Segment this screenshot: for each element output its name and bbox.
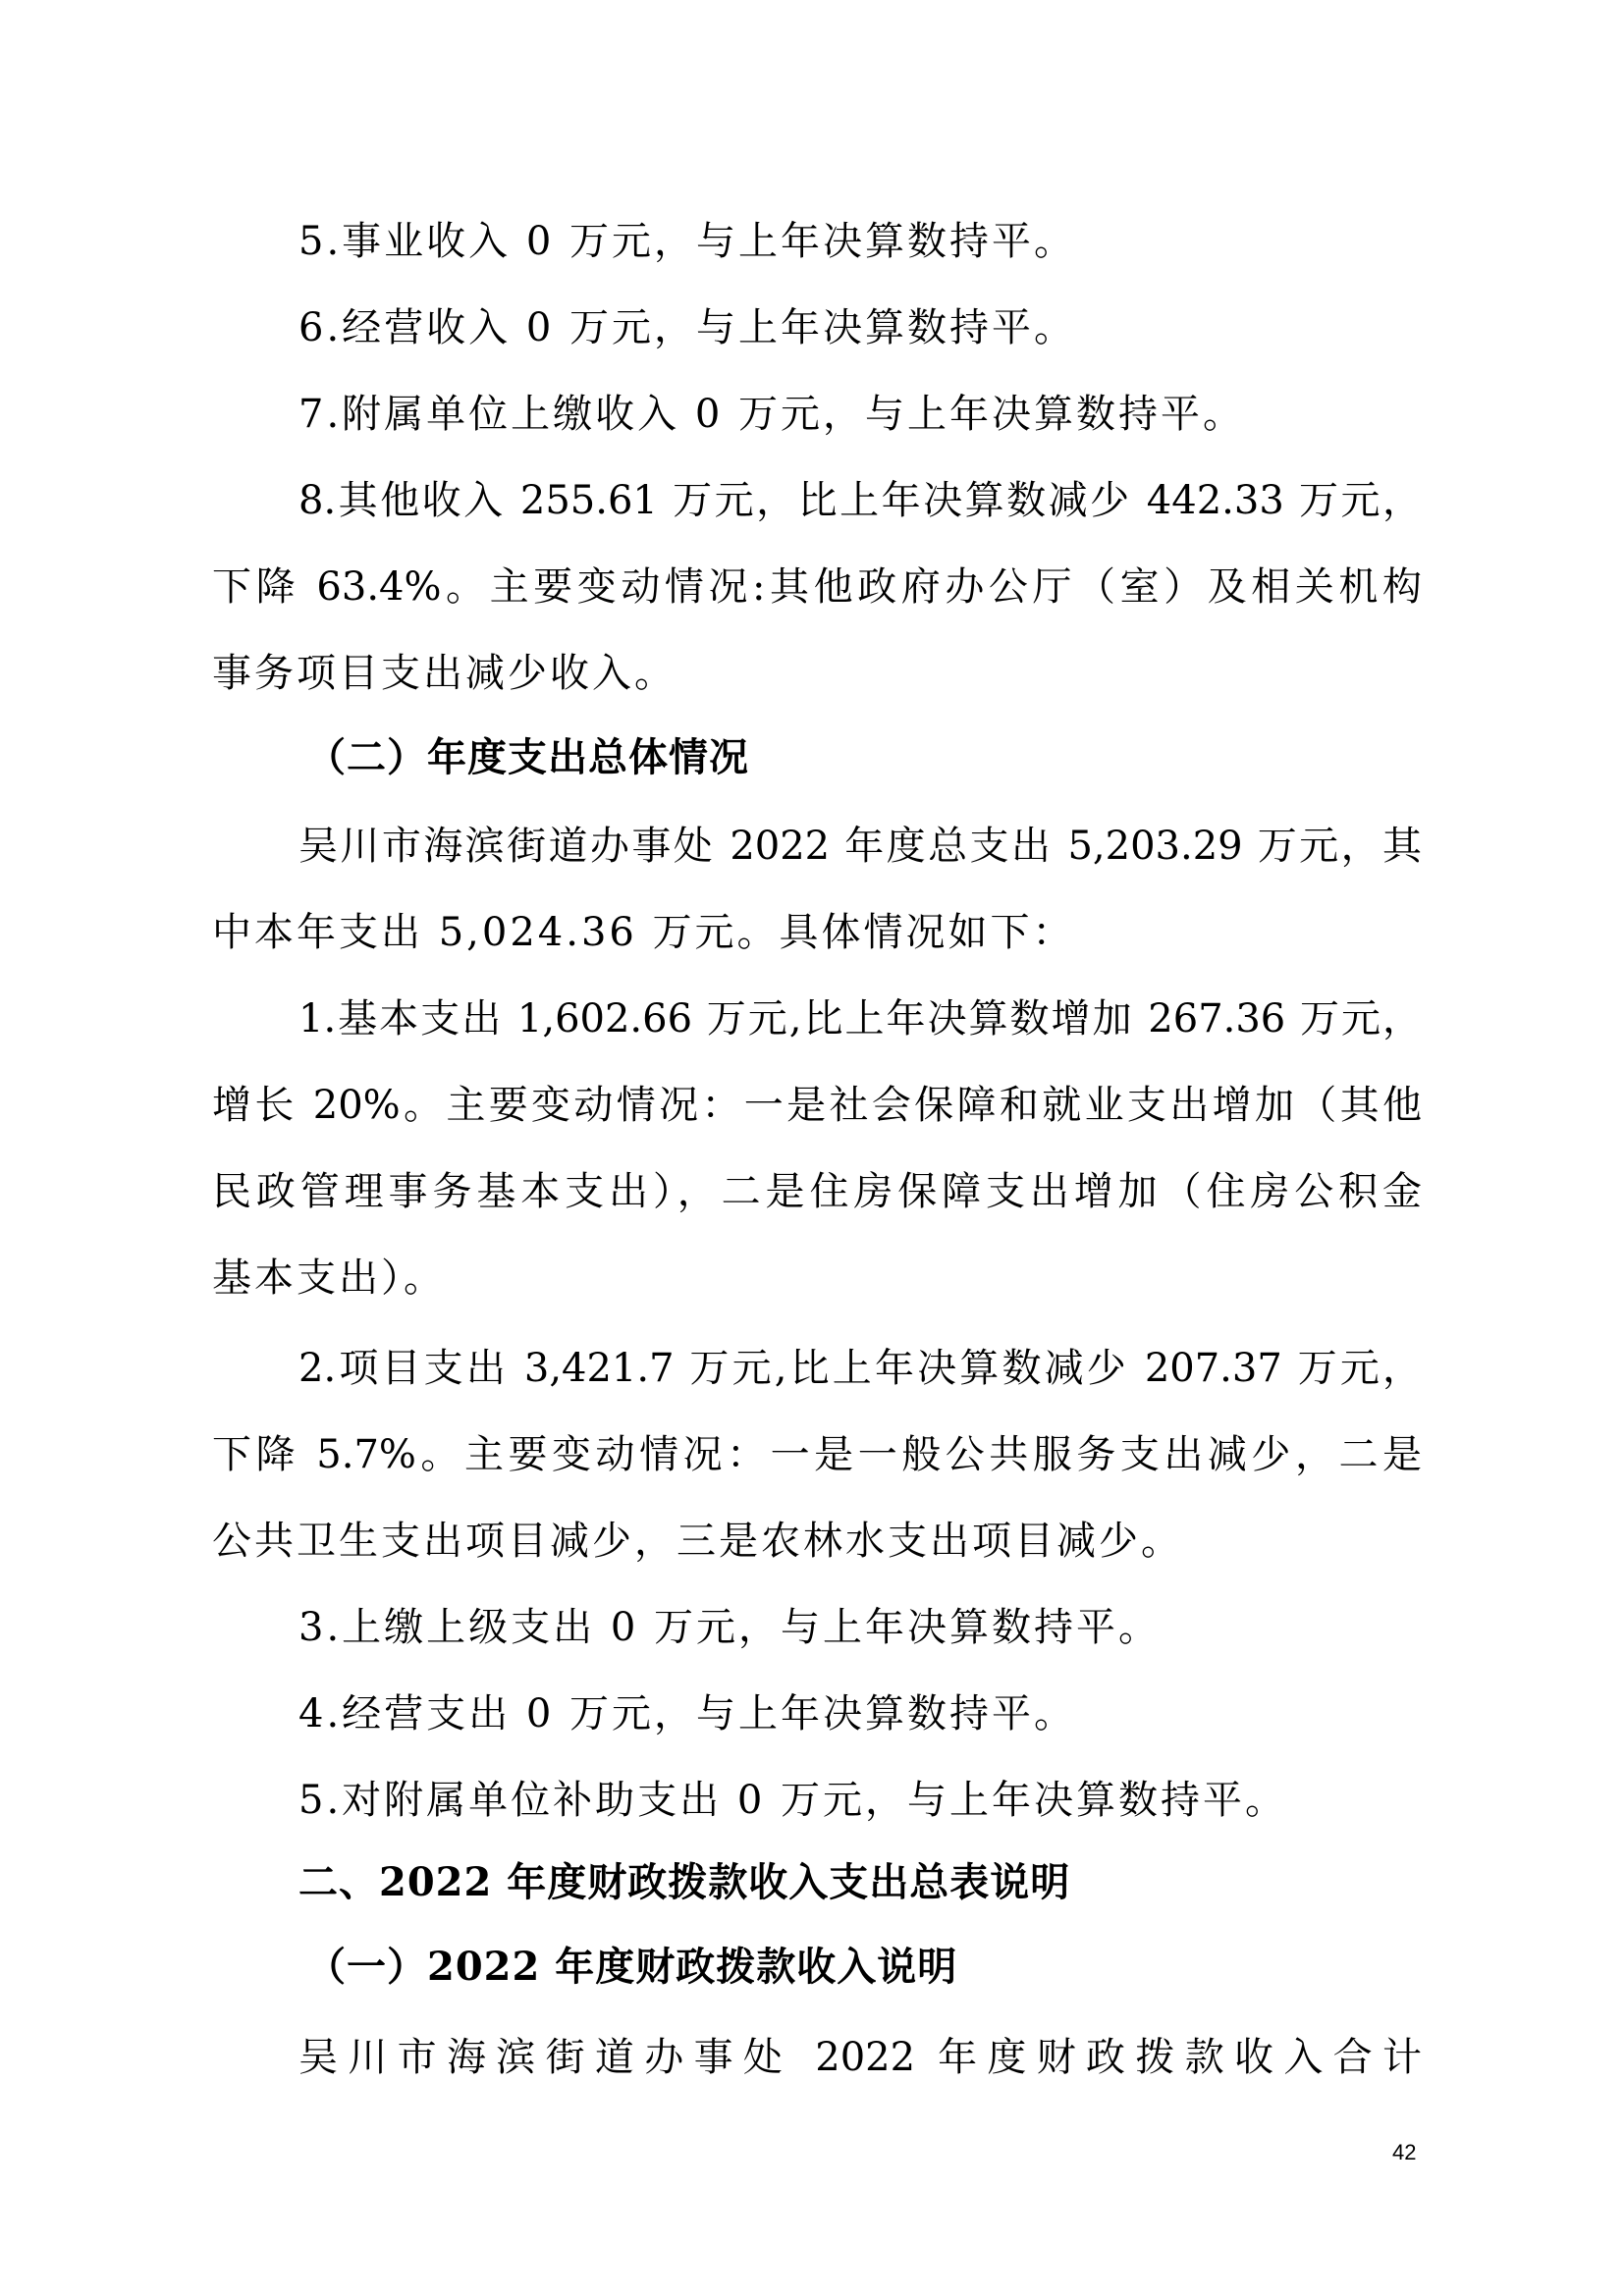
expenditure-item-affiliated-subsidy: 5.对附属单位补助支出 0 万元，与上年决算数持平。 xyxy=(298,1778,1288,1823)
income-item-affiliated: 7.附属单位上缴收入 0 万元，与上年决算数持平。 xyxy=(298,392,1246,437)
expenditure-item-upper-level: 3.上缴上级支出 0 万元，与上年决算数持平。 xyxy=(298,1605,1162,1650)
other-income-line2: 下降 63.4%。主要变动情况:其他政府办公厅（室）及相关机构 xyxy=(212,564,1422,610)
expenditure-intro-line2: 中本年支出 5,024.36 万元。具体情况如下： xyxy=(212,910,1075,955)
other-income-line1: 8.其他收入 255.61 万元，比上年决算数减少 442.33 万元， xyxy=(298,478,1422,523)
expenditure-item-operating: 4.经营支出 0 万元，与上年决算数持平。 xyxy=(298,1691,1077,1736)
expenditure-intro-line1: 吴川市海滨街道办事处 2022 年度总支出 5,203.29 万元，其 xyxy=(298,824,1422,869)
fiscal-intro-line1: 吴川市海滨街道办事处 2022 年度财政拨款收入合计 xyxy=(298,2035,1422,2080)
basic-expenditure-line3: 民政管理事务基本支出），二是住房保障支出增加（住房公积金 xyxy=(212,1169,1422,1214)
basic-expenditure-line4: 基本支出）。 xyxy=(212,1255,446,1301)
expenditure-section-heading: （二）年度支出总体情况 xyxy=(306,734,749,780)
project-expenditure-line2: 下降 5.7%。主要变动情况：一是一般公共服务支出减少，二是 xyxy=(212,1432,1422,1477)
fiscal-subsection-heading: （一）2022 年度财政拨款收入说明 xyxy=(306,1944,958,1990)
page-number: 42 xyxy=(1392,2140,1417,2164)
income-item-business: 5.事业收入 0 万元，与上年决算数持平。 xyxy=(298,219,1077,264)
fiscal-section-heading: 二、2022 年度财政拨款收入支出总表说明 xyxy=(298,1859,1071,1905)
other-income-line3: 事务项目支出减少收入。 xyxy=(212,651,677,696)
project-expenditure-line1: 2.项目支出 3,421.7 万元,比上年决算数减少 207.37 万元， xyxy=(298,1346,1422,1391)
project-expenditure-line3: 公共卫生支出项目减少，三是农林水支出项目减少。 xyxy=(212,1519,1183,1564)
basic-expenditure-line1: 1.基本支出 1,602.66 万元,比上年决算数增加 267.36 万元， xyxy=(298,996,1422,1041)
income-item-operating: 6.经营收入 0 万元，与上年决算数持平。 xyxy=(298,305,1077,350)
basic-expenditure-line2: 增长 20%。主要变动情况：一是社会保障和就业支出增加（其他 xyxy=(212,1083,1422,1128)
